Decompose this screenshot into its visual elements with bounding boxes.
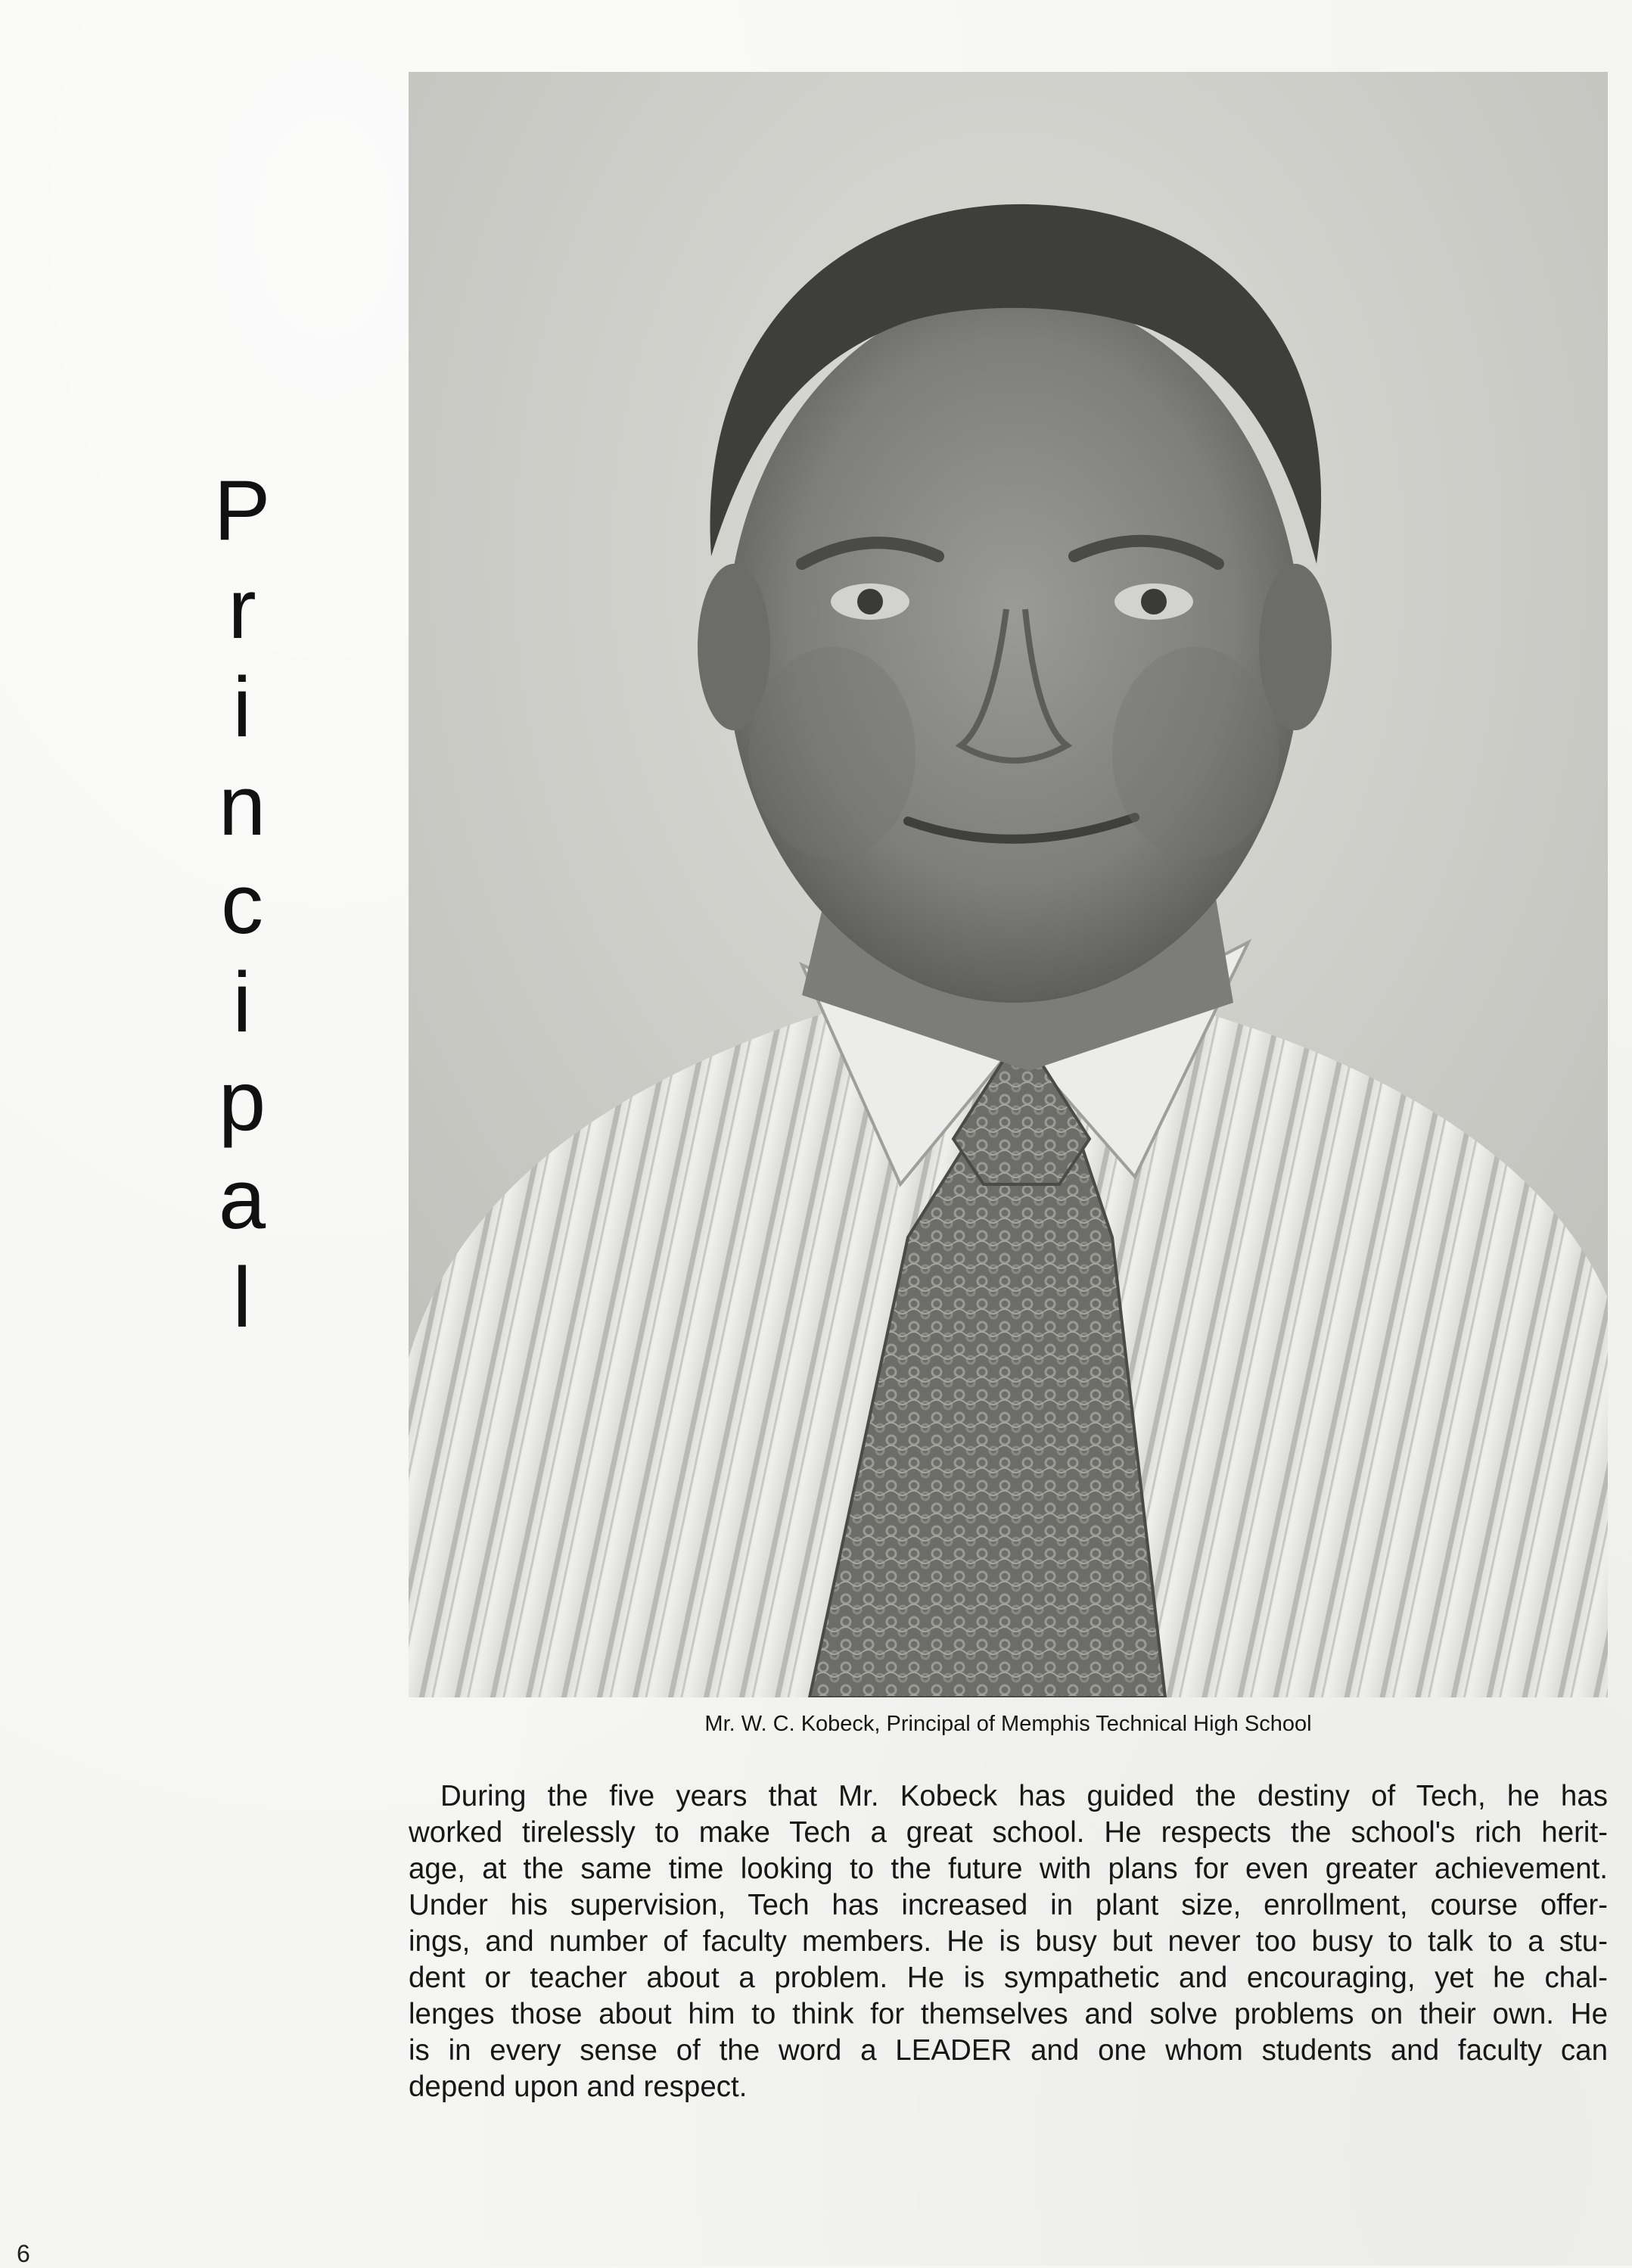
- paragraph-line: dent or teacher about a problem. He is sympathetic and encouraging, yet he chal-: [409, 1962, 1608, 1994]
- paragraph-line: lenges those about him to think for themselves and solve problems on their own. He: [409, 1998, 1608, 2030]
- paragraph-line: During the five years that Mr. Kobeck has guided the destiny of Tech, he has: [440, 1780, 1608, 1812]
- title-letter: a: [218, 1152, 266, 1246]
- title-letter: l: [232, 1250, 252, 1345]
- paragraph-line: is in every sense of the word a LEADER and one whom students and faculty can: [409, 2034, 1608, 2067]
- body-paragraph: [409, 1778, 1608, 2105]
- portrait-illustration: [409, 72, 1608, 1697]
- paragraph-line: Under his supervision, Tech has increased in plant size, enrollment, course offer-: [409, 1889, 1608, 1921]
- title-letter: i: [232, 955, 252, 1050]
- photo-caption: Mr. W. C. Kobeck, Principal of Memphis Technical High School: [704, 1712, 1312, 1736]
- paragraph-line: worked tirelessly to make Tech a great school. He respects the school's rich herit-: [409, 1816, 1608, 1849]
- portrait-photo: [409, 72, 1608, 1697]
- title-letter: n: [218, 758, 266, 853]
- page-title-vertical: [204, 462, 280, 1347]
- title-letter: P: [213, 463, 271, 558]
- title-letter: r: [228, 562, 256, 656]
- paragraph-line: depend upon and respect.: [409, 2070, 748, 2103]
- paragraph-line: ings, and number of faculty members. He is busy but never too busy to talk to a stu-: [409, 1925, 1608, 1958]
- paragraph-line: age, at the same time looking to the future with plans for even greater achievement.: [409, 1853, 1608, 1885]
- page-number: 6: [17, 2240, 30, 2267]
- title-letter: p: [218, 1053, 266, 1148]
- title-letter: i: [232, 660, 252, 754]
- title-letter: c: [221, 857, 263, 951]
